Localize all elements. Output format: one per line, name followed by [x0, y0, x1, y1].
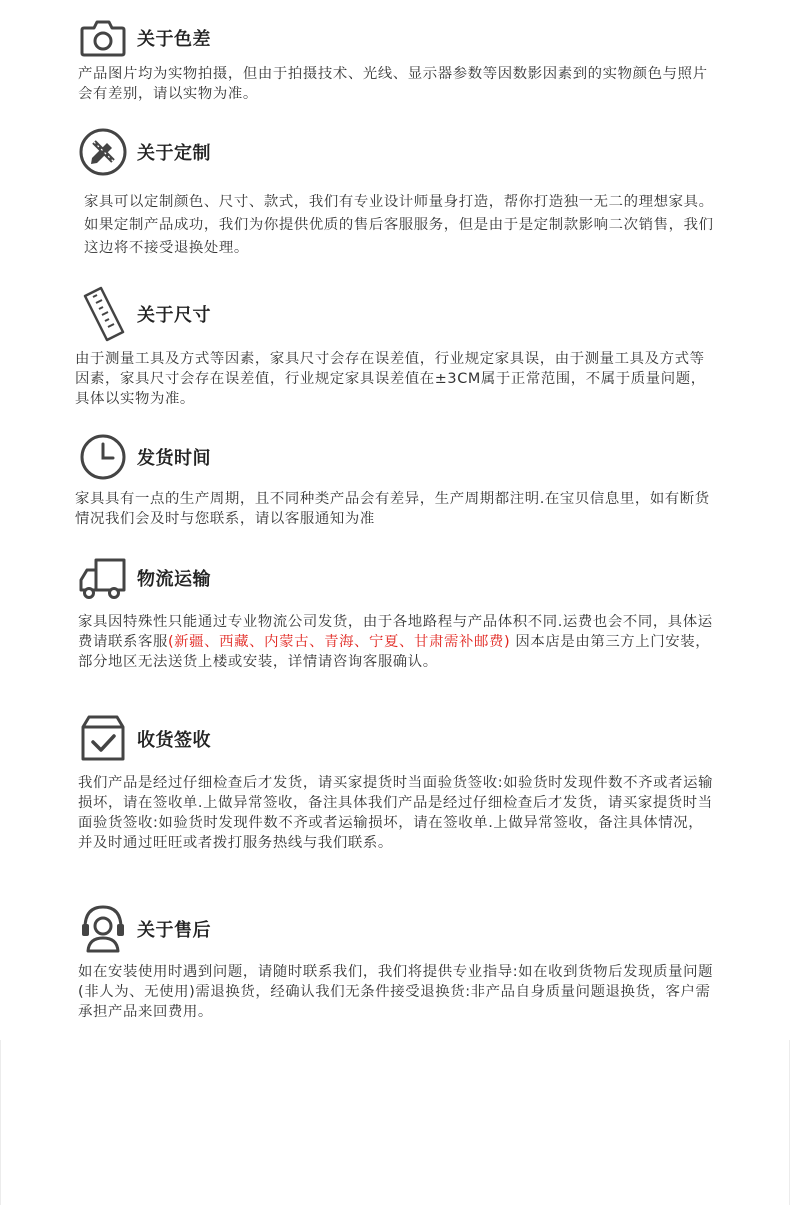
- section-title: 关于色差: [137, 29, 211, 50]
- remote-region-notice: (新疆、西藏、内蒙古、青海、宁夏、甘肃需补邮费): [167, 634, 511, 650]
- section-header: [78, 14, 211, 62]
- section-title: 关于售后: [137, 920, 211, 941]
- section-body: 我们产品是经过仔细检查后才发货，请买家提货时当面验货签收:如验货时发现件数不齐或者运输损坏，请在签收单.上做异常签收，备注具体我们产品是经过仔细检查后才发货，请买家提货时当面验货签收:如验货时发现件数不齐或者运输损坏，请在签收单.上做异常签收，备注具体情况，并及时通过旺旺或者拨打服务热线与我们联系。: [78, 775, 714, 851]
- headset-icon: [78, 904, 128, 954]
- ruler-icon: [78, 286, 128, 342]
- section-title: 收货签收: [137, 730, 211, 751]
- section-body: [78, 612, 718, 672]
- section-header: [78, 433, 211, 481]
- page-footer-area: [0, 1040, 790, 1205]
- section-header: [78, 904, 211, 954]
- section-body: 家具可以定制颜色、尺寸、款式，我们有专业设计师量身打造，帮你打造独一无二的理想家具。如果定制产品成功，我们为你提供优质的售后客服服务，但是由于是定制款影响二次销售，我们这边将不接受退换处理。: [84, 194, 714, 256]
- section-body: 产品图片均为实物拍摄，但由于拍摄技术、光线、显示器参数等因数影因素到的实物颜色与照片会有差别，请以实物为准。: [78, 66, 708, 102]
- section-header: [78, 554, 211, 602]
- section-title: 物流运输: [137, 569, 211, 590]
- section-title: 发货时间: [137, 448, 211, 469]
- checked-box-icon: [78, 715, 128, 763]
- camera-icon: [78, 14, 128, 62]
- section-header: [78, 715, 211, 763]
- section-header: [78, 128, 211, 176]
- section-header: [78, 286, 211, 342]
- clock-icon: [78, 433, 128, 481]
- body-text: 因本店是由第三方上门安装，部分地区无法送货上楼或安装，详情请咨询客服确认。: [78, 634, 711, 670]
- section-body: 家具具有一点的生产周期，且不同种类产品会有差异，生产周期都注明.在宝贝信息里，如有断货情况我们会及时与您联系，请以客服通知为准: [75, 491, 710, 527]
- body-text: 家具因特殊性只能通过专业物流公司发货，由于各地路程与产品体积不同.运费也会不同，具体运费请联系客服: [78, 614, 713, 650]
- section-body: 由于测量工具及方式等因素，家具尺寸会存在误差值，行业规定家具误，由于测量工具及方式等因素，家具尺寸会存在误差值，行业规定家具误差值在±3CM属于正常范围，不属于质量问题，具体以实物为准。: [75, 351, 706, 407]
- section-body: 如在安装使用时遇到问题，请随时联系我们，我们将提供专业指导:如在收到货物后发现质量问题(非人为、无使用)需退换货，经确认我们无条件接受退换货:非产品自身质量问题退换货，客户需承担产品来回费用。: [78, 964, 714, 1020]
- section-title: 关于定制: [137, 143, 211, 164]
- truck-icon: [78, 554, 128, 602]
- section-title: 关于尺寸: [137, 305, 211, 326]
- pencil-ruler-icon: [78, 128, 128, 176]
